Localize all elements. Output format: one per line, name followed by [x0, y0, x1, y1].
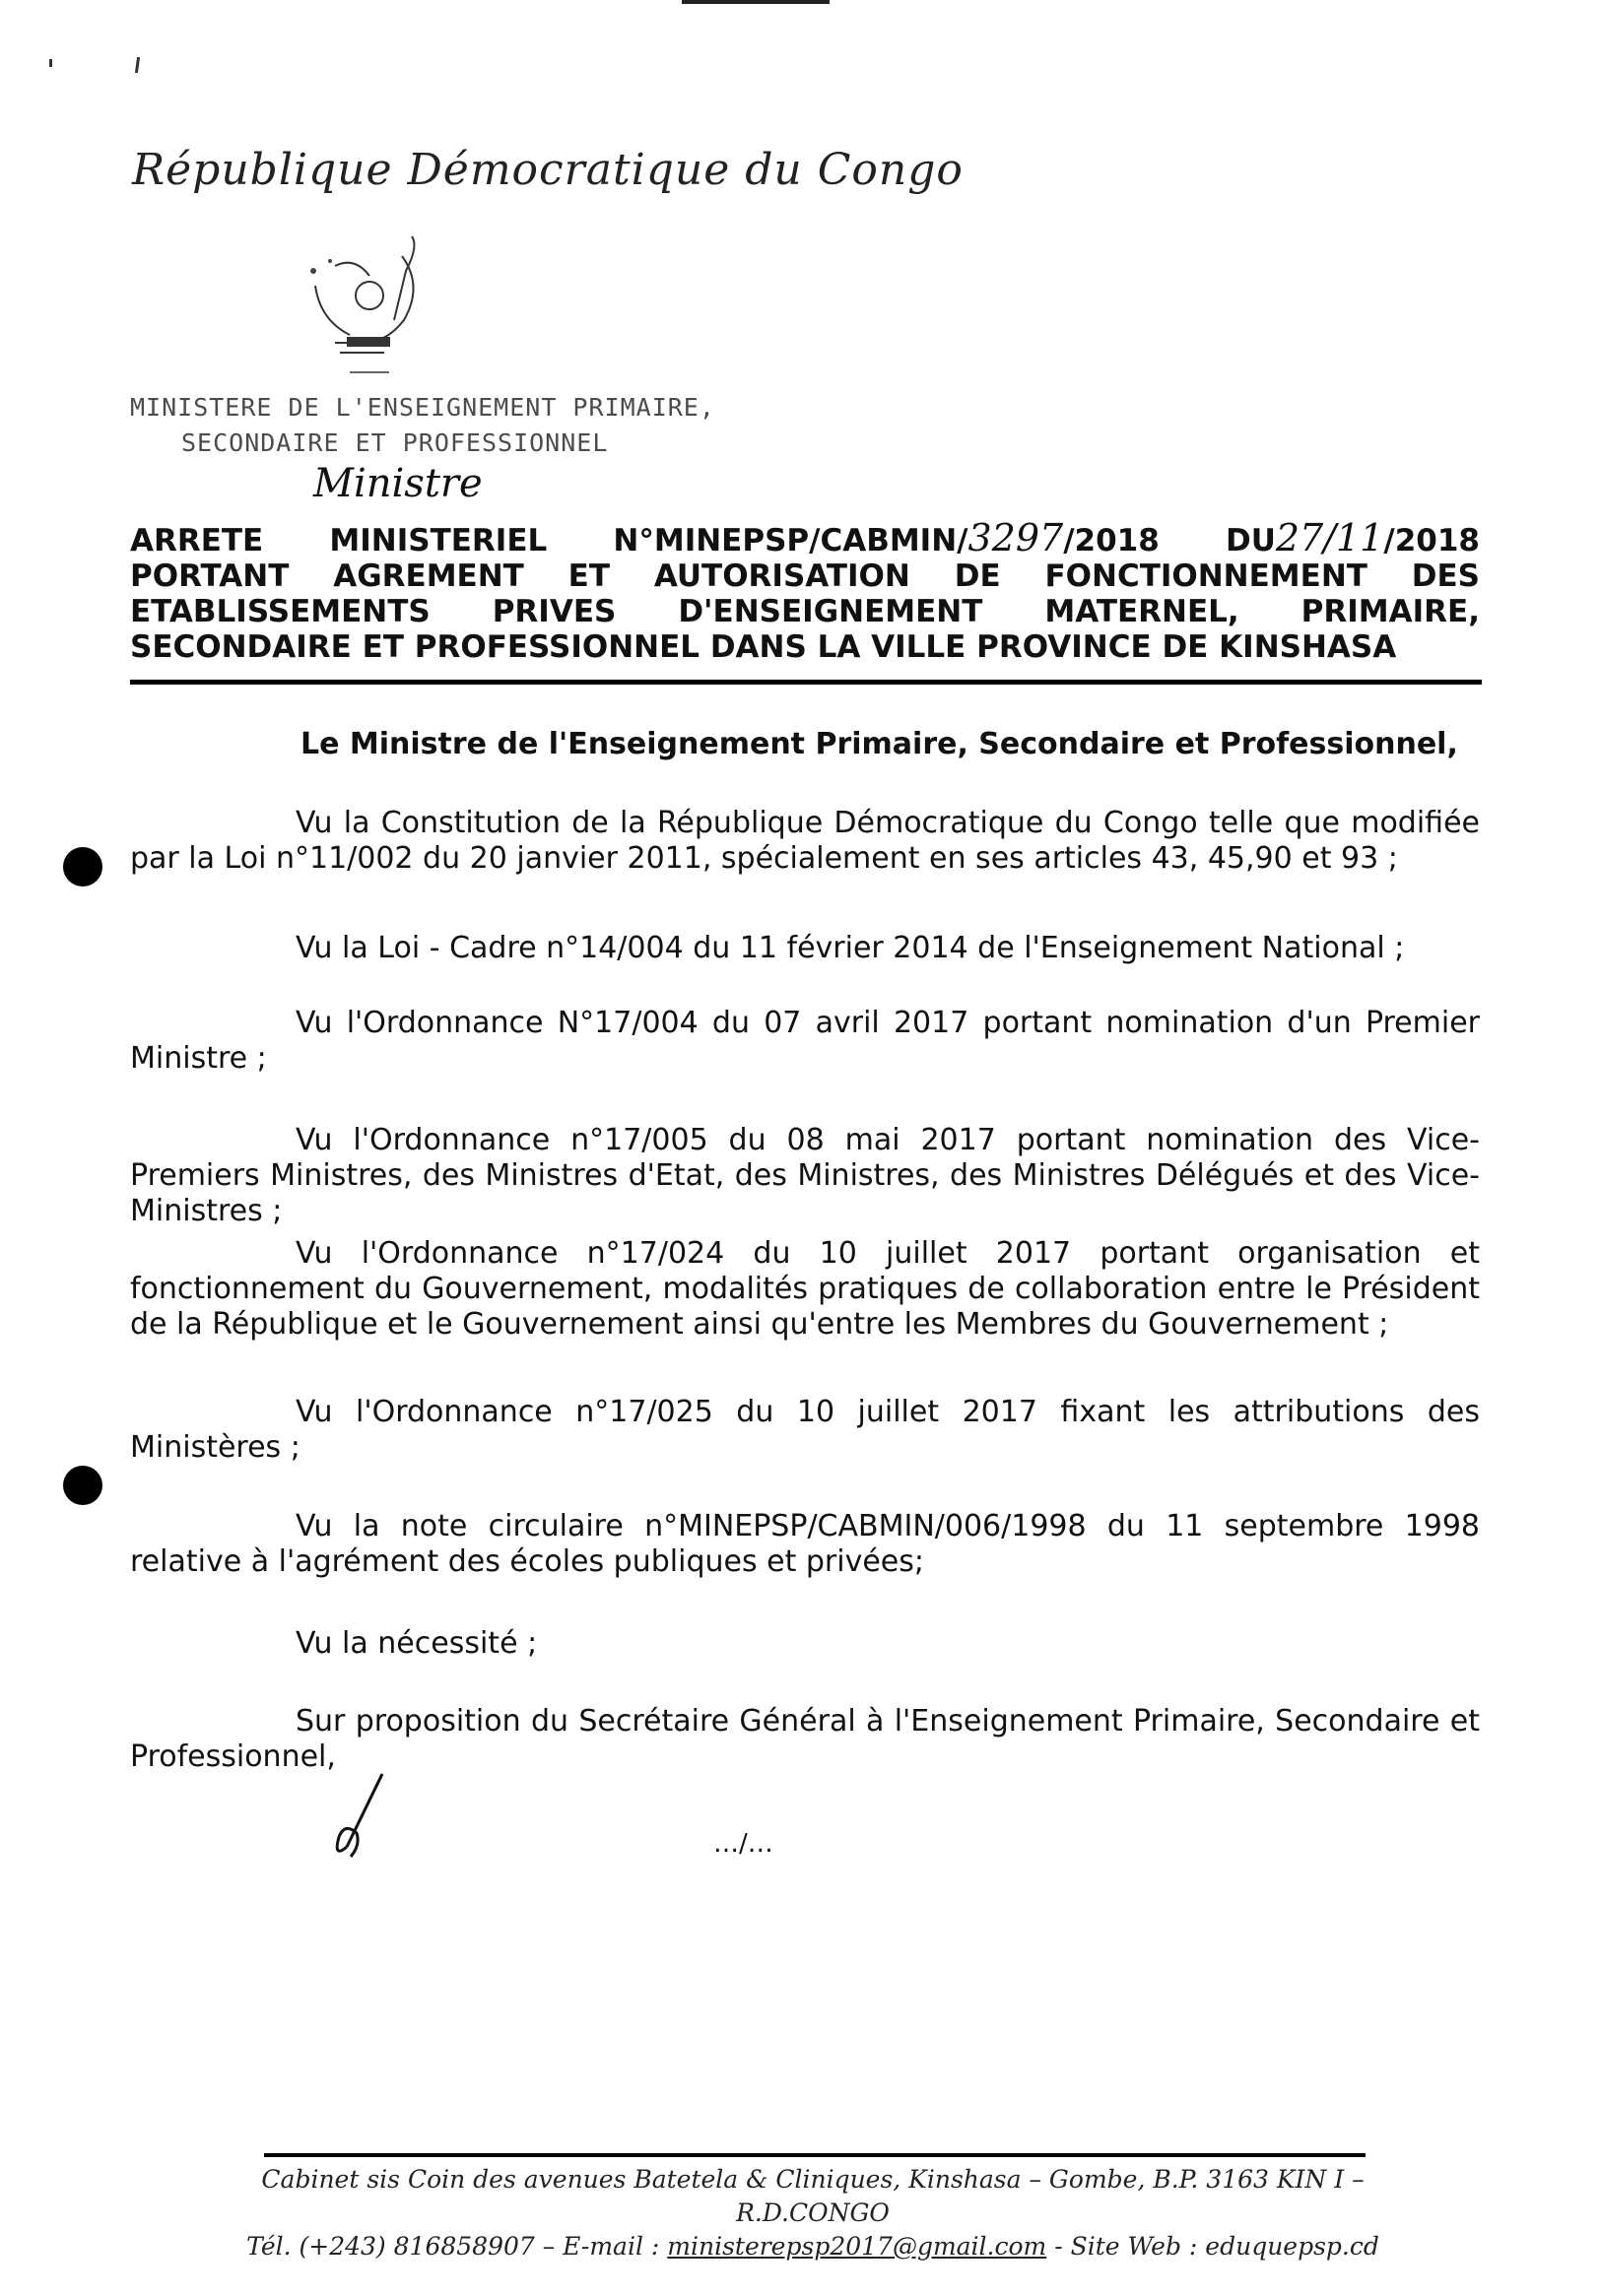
footer-contact-line	[246, 2230, 1379, 2263]
recital-text: Sur proposition du Secrétaire Général à l'Enseignement Primaire, Secondaire et Professionnel,	[130, 1704, 1480, 1774]
office-label: Ministre	[313, 461, 483, 506]
recital-paragraph	[130, 806, 1480, 877]
decree-title	[130, 516, 1480, 665]
recital-paragraph	[130, 1123, 1480, 1229]
footer-website: - Site Web : eduquepsp.cd	[1046, 2232, 1379, 2261]
recital-text: Vu la Constitution de la République Démocratique du Congo telle que modifiée par la Loi n°11/002 du 20 janvier 2011, spécialement en ses articles 43, 45,90 et 93 ;	[130, 806, 1480, 876]
ministry-name	[130, 390, 715, 461]
scan-mark	[49, 59, 52, 67]
punch-hole	[63, 847, 102, 886]
recital-paragraph	[130, 1006, 1480, 1077]
title-prefix: ARRETE MINISTERIEL N°MINEPSP/CABMIN/	[130, 523, 968, 558]
recital-text: Vu l'Ordonnance n°17/025 du 10 juillet 2017 fixant les attributions des Ministères ;	[130, 1395, 1480, 1465]
ministry-line: SECONDAIRE ET PROFESSIONNEL	[181, 428, 609, 457]
recital-paragraph	[130, 1395, 1480, 1466]
footer-address-line: Cabinet sis Coin des avenues Batetela & Cliniques, Kinshasa – Gombe, B.P. 3163 KIN I – R.D.CONGO	[261, 2165, 1365, 2227]
ministry-line: MINISTERE DE L'ENSEIGNEMENT PRIMAIRE,	[130, 393, 715, 422]
recital-paragraph	[130, 1704, 1480, 1775]
footer-address	[246, 2163, 1379, 2263]
title-mid: /2018 DU	[1063, 523, 1276, 558]
recital-paragraph	[130, 931, 1480, 966]
coat-of-arms-emblem	[296, 227, 443, 374]
recital-text: Vu la note circulaire n°MINEPSP/CABMIN/006/1998 du 11 septembre 1998 relative à l'agrément des écoles publiques et privées;	[130, 1509, 1480, 1579]
top-edge-mark	[682, 0, 830, 4]
footer-divider	[264, 2153, 1366, 2157]
recital-text: Vu l'Ordonnance n°17/024 du 10 juillet 2017 portant organisation et fonctionnement du Gouvernement, modalités pratiques de collaboration entre le Président de la République et le Gouvernement ainsi qu'entre les Membres du Gouvernement ;	[130, 1236, 1480, 1342]
recital-text: Vu l'Ordonnance N°17/004 du 07 avril 2017 portant nomination d'un Premier Ministre ;	[130, 1006, 1480, 1076]
recital-paragraph	[130, 1626, 1480, 1662]
recital-paragraph	[130, 1509, 1480, 1580]
footer-phone: Tél. (+243) 816858907 – E-mail :	[246, 2232, 668, 2261]
recital-text: Vu la nécessité ;	[296, 1626, 538, 1661]
minister-line: Le Ministre de l'Enseignement Primaire, Secondaire et Professionnel,	[300, 727, 1458, 761]
title-divider	[130, 680, 1482, 685]
page-continuation: …/…	[713, 1829, 773, 1859]
decree-date: 27/11	[1275, 516, 1384, 559]
republic-heading: République Démocratique du Congo	[132, 145, 964, 195]
footer-email: ministerepsp2017@gmail.com	[667, 2232, 1047, 2261]
recital-text: Vu la Loi - Cadre n°14/004 du 11 février 2014 de l'Enseignement National ;	[296, 931, 1405, 965]
punch-hole	[63, 1466, 102, 1505]
recital-text: Vu l'Ordonnance n°17/005 du 08 mai 2017 portant nomination des Vice-Premiers Ministres, des Ministres d'Etat, des Ministres, des Ministres Délégués et des Vice-Ministres ;	[130, 1123, 1480, 1228]
initial-signature	[325, 1768, 394, 1867]
scan-mark	[135, 57, 140, 73]
decree-number: 3297	[967, 516, 1064, 559]
recital-paragraph	[130, 1236, 1480, 1343]
title-suffix: /2018 PORTANT AGREMENT ET AUTORISATION DE FONCTIONNEMENT DES ETABLISSEMENTS PRIVES D'ENSEIGNEMENT MATERNEL, PRIMAIRE, SECONDAIRE ET PROFESSIONNEL DANS LA VILLE PROVINCE DE KINSHASA	[130, 523, 1480, 665]
